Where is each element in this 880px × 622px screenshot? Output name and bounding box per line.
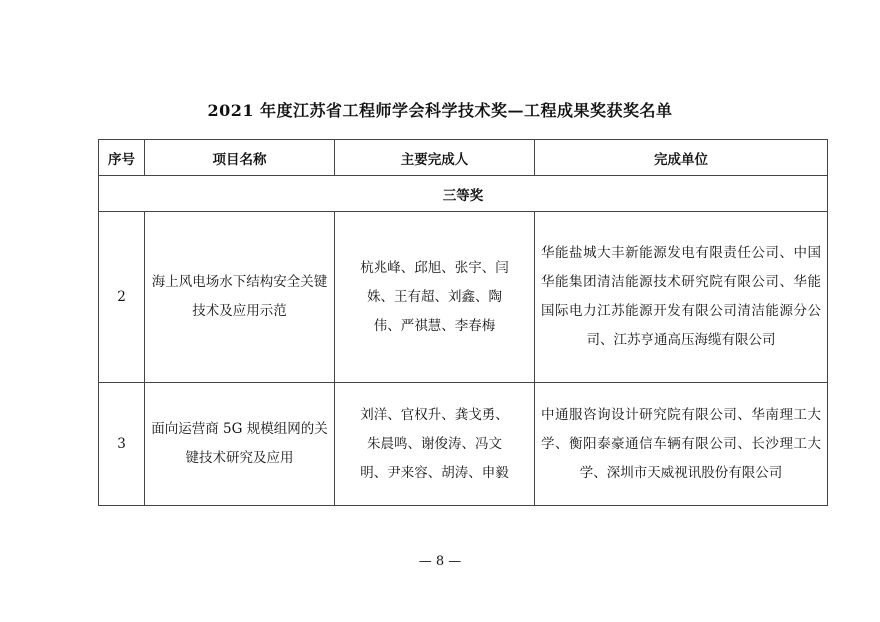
document-title: 2021 年度江苏省工程师学会科学技术奖—工程成果奖获奖名单 bbox=[207, 101, 673, 120]
row-people-text: 杭兆峰、邱旭、张宇、闫姝、王有超、刘鑫、陶伟、严祺慧、李春梅 bbox=[360, 259, 509, 334]
row-index: 3 bbox=[99, 383, 145, 506]
row-people bbox=[335, 383, 535, 506]
header-project: 项目名称 bbox=[145, 140, 335, 176]
row-project bbox=[145, 383, 335, 506]
awards-table bbox=[98, 139, 828, 506]
row-units bbox=[535, 212, 828, 383]
table-row bbox=[99, 212, 828, 383]
row-people-text: 刘洋、官权升、龚戈勇、朱晨鸣、谢俊涛、冯文明、尹来容、胡涛、申毅 bbox=[360, 406, 509, 481]
header-people: 主要完成人 bbox=[335, 140, 535, 176]
table-row bbox=[99, 383, 828, 506]
page-number: — 8 — bbox=[418, 554, 462, 569]
header-units: 完成单位 bbox=[535, 140, 828, 176]
row-units-text: 中通服咨询设计研究院有限公司、华南理工大学、衡阳泰豪通信车辆有限公司、长沙理工大学、深圳市天威视讯股份有限公司 bbox=[541, 406, 821, 481]
row-project-text: 海上风电场水下结构安全关键技术及应用示范 bbox=[151, 274, 328, 319]
header-index: 序号 bbox=[99, 140, 145, 176]
row-units-text: 华能盐城大丰新能源发电有限责任公司、中国华能集团清洁能源技术研究院有限公司、华能国际电力江苏能源开发有限公司清洁能源分公司、江苏亨通高压海缆有限公司 bbox=[541, 245, 821, 348]
row-units bbox=[535, 383, 828, 506]
row-project-text: 面向运营商 5G 规模组网的关键技术研究及应用 bbox=[151, 421, 328, 466]
section-row bbox=[99, 176, 828, 212]
row-index: 2 bbox=[99, 212, 145, 383]
section-label: 三等奖 bbox=[99, 176, 828, 212]
row-project bbox=[145, 212, 335, 383]
table-header-row bbox=[99, 140, 828, 176]
row-people bbox=[335, 212, 535, 383]
